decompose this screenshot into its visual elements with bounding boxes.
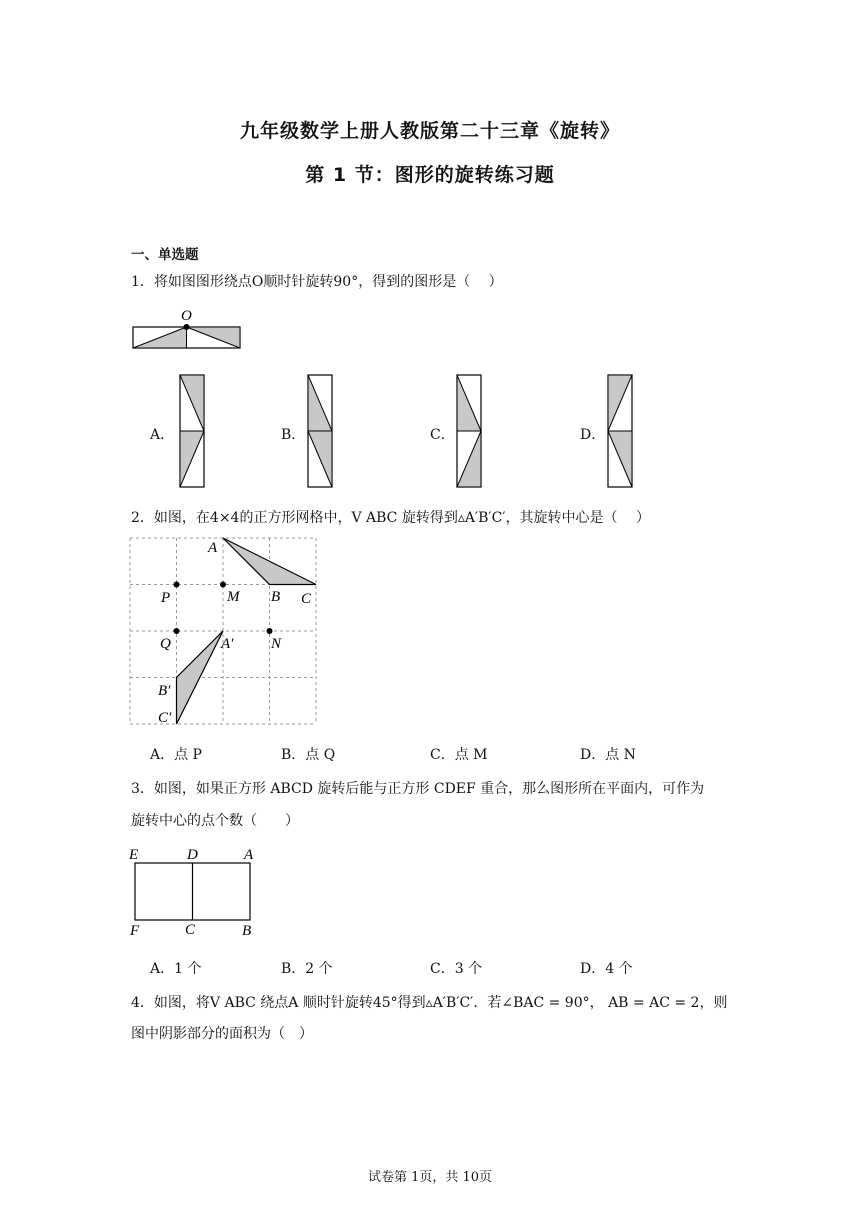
question-3-text-line-2: 旋转中心的点个数（ ）: [131, 813, 299, 829]
q3-squares-figure: [126, 842, 262, 940]
q1-option-d[interactable]: D．: [580, 427, 606, 443]
q3-label-c: C: [185, 922, 196, 938]
q2-option-c[interactable]: C．点 M: [430, 747, 488, 763]
q1-option-b[interactable]: B．: [281, 427, 306, 443]
q1-option-c[interactable]: C．: [430, 427, 455, 443]
q2-label-c-prime: C′: [158, 710, 172, 726]
q2-label-b-prime: B′: [158, 683, 171, 699]
q1-label-o: O: [181, 308, 192, 324]
point-q: [174, 628, 180, 634]
point-n: [267, 628, 273, 634]
q3-label-b: B: [242, 923, 252, 939]
question-2-text: 2．如图，在4×4的正方形网格中，V ABC 旋转得到▵A′B′C′，其旋转中心是（ ）: [131, 510, 650, 526]
q2-label-b: B: [271, 589, 281, 605]
section-heading: 一、单选题: [131, 247, 199, 263]
q3-option-d[interactable]: D．4 个: [580, 961, 633, 977]
q1-option-d-figure[interactable]: [607, 374, 633, 489]
point-m: [220, 582, 226, 588]
q3-option-c[interactable]: C．3 个: [430, 961, 483, 977]
q2-label-n: N: [271, 636, 282, 652]
q1-option-a[interactable]: A．: [150, 427, 175, 443]
q2-label-q: Q: [160, 636, 171, 652]
question-3-text-line-1: 3．如图，如果正方形 ABCD 旋转后能与正方形 CDEF 重合，那么图形所在平面内，可作为: [131, 781, 705, 797]
q2-label-m: M: [227, 589, 240, 605]
q3-label-a: A: [244, 847, 254, 863]
q2-label-a-prime: A′: [221, 636, 234, 652]
q1-option-c-figure[interactable]: [456, 374, 482, 489]
title-line-2: 第 1 节：图形的旋转练习题: [305, 164, 555, 186]
q2-grid-figure: [128, 535, 320, 729]
q1-option-b-figure[interactable]: [307, 374, 333, 489]
q3-label-d: D: [187, 847, 198, 863]
q2-label-a: A: [208, 540, 218, 556]
q3-option-b[interactable]: B．2 个: [281, 961, 333, 977]
page-footer: 试卷第 1页，共 10页: [367, 1170, 493, 1185]
q2-label-p: P: [161, 590, 171, 606]
q2-label-c: C: [301, 591, 312, 607]
point-p: [174, 582, 180, 588]
q3-label-e: E: [129, 847, 139, 863]
question-4-text-line-1: 4．如图，将V ABC 绕点A 顺时针旋转45°得到▵A′B′C′．若∠BAC = 90°， AB = AC = 2，则: [131, 995, 728, 1011]
q2-option-a[interactable]: A．点 P: [150, 747, 202, 763]
q3-label-f: F: [130, 923, 140, 939]
q1-figure: [130, 305, 245, 351]
q2-option-d[interactable]: D．点 N: [580, 747, 636, 763]
q2-option-b[interactable]: B．点 Q: [281, 747, 336, 763]
title-line-1: 九年级数学上册人教版第二十三章《旋转》: [239, 120, 620, 142]
q3-option-a[interactable]: A．1 个: [150, 961, 202, 977]
question-4-text-line-2: 图中阴影部分的面积为（ ）: [131, 1026, 313, 1042]
question-1-text: 1．将如图图形绕点O顺时针旋转90°，得到的图形是（ ）: [131, 274, 503, 290]
q1-option-a-figure[interactable]: [179, 374, 205, 489]
